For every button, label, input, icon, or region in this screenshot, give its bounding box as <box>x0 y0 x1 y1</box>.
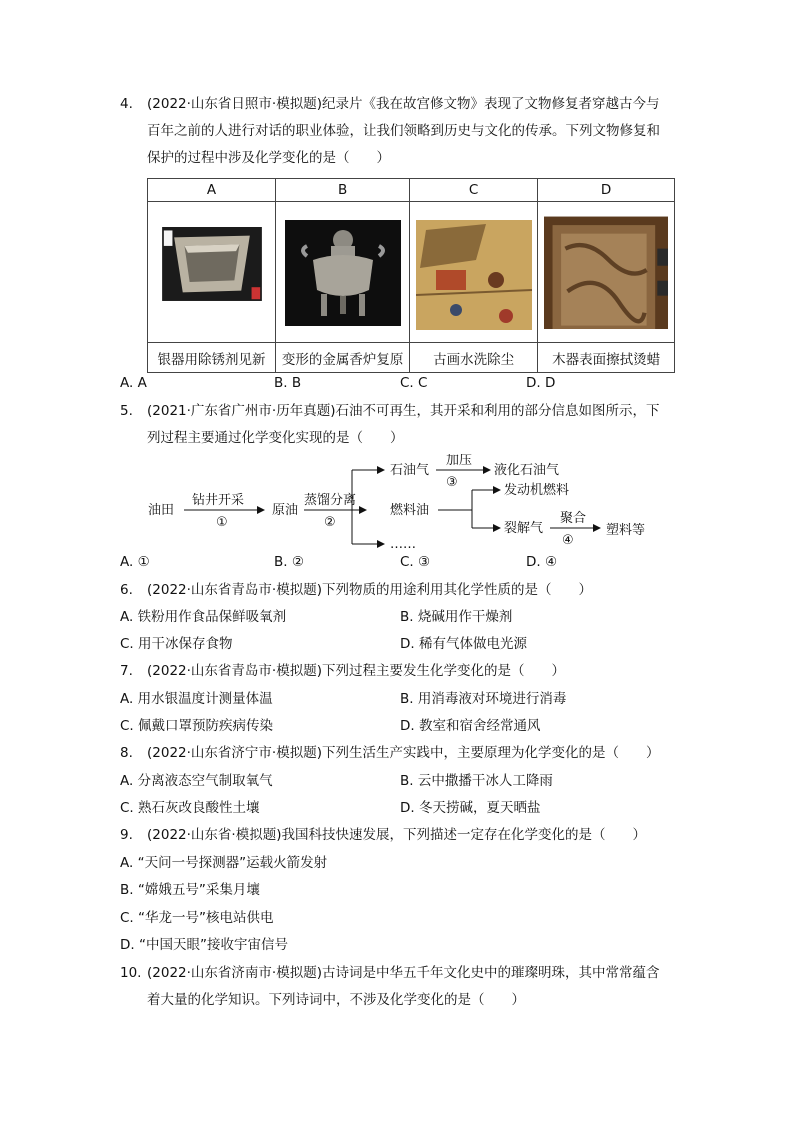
arrow-label: 钻井开采 <box>192 493 245 508</box>
option-a: A. “天问一号探测器”运载火箭发射 <box>120 855 328 871</box>
option-a: A. 用水银温度计测量体温 <box>120 691 273 707</box>
step-number: ③ <box>446 475 458 490</box>
option-a: A. 分离液态空气制取氧气 <box>120 773 273 789</box>
question-text: (2022·山东省·模拟题)我国科技快速发展，下列描述一定存在化学变化的是（ ） <box>147 827 646 843</box>
question-text: (2022·山东省青岛市·模拟题)下列过程主要发生化学变化的是（ ） <box>147 663 565 679</box>
option-b: B. 用消毒液对环境进行消毒 <box>400 691 567 707</box>
wood-carving-image <box>544 211 668 329</box>
option-c: C. 用干冰保存食物 <box>120 636 233 652</box>
arrow-label: 蒸馏分离 <box>304 493 357 508</box>
option-b: B. 云中撒播干冰人工降雨 <box>400 773 553 789</box>
arrow-label: 聚合 <box>560 511 587 526</box>
option-b: B. B <box>274 375 302 391</box>
silver-vessel-image <box>154 227 270 313</box>
question-number: 9. <box>120 827 133 843</box>
option-a: A. 铁粉用作食品保鲜吸氧剂 <box>120 609 287 625</box>
option-d: D. D <box>526 375 556 391</box>
option-b: B. ② <box>274 554 304 570</box>
option-c: C. ③ <box>400 554 431 570</box>
option-d: D. 稀有气体做电光源 <box>400 636 527 652</box>
table-cell: 变形的金属香炉复原 <box>276 343 410 373</box>
option-c: C. C <box>400 375 428 391</box>
question-number: 5. <box>120 403 133 419</box>
option-d: D. “中国天眼”接收宇宙信号 <box>120 937 288 953</box>
option-d: D. 教室和宿舍经常通风 <box>400 718 541 734</box>
option-c: C. 佩戴口罩预防疾病传染 <box>120 718 274 734</box>
column-header: C <box>410 179 538 202</box>
artifact-table <box>147 178 675 373</box>
step-number: ② <box>324 515 336 530</box>
node-petroleum-gas: 石油气 <box>390 463 430 478</box>
question-text: 百年之前的人进行对话的职业体验，让我们领略到历史与文化的传承。下列文物修复和 <box>147 123 660 139</box>
column-header: B <box>276 179 410 202</box>
question-number: 7. <box>120 663 133 679</box>
question-text: 保护的过程中涉及化学变化的是（ ） <box>147 150 390 166</box>
option-b: B. 烧碱用作干燥剂 <box>400 609 513 625</box>
table-cell: 古画水洗除尘 <box>410 343 538 373</box>
incense-burner-image <box>285 214 401 326</box>
step-number: ④ <box>562 533 574 548</box>
node-fuel-oil: 燃料油 <box>390 503 430 518</box>
option-d: D. 冬天捞碱，夏天晒盐 <box>400 800 541 816</box>
node-ellipsis: …… <box>390 537 416 552</box>
table-cell: 木器表面擦拭烫蜡 <box>538 343 675 373</box>
question-number: 8. <box>120 745 133 761</box>
column-header: A <box>148 179 276 202</box>
option-d: D. ④ <box>526 554 558 570</box>
table-cell: 银器用除锈剂见新 <box>148 343 276 373</box>
option-b: B. “嫦娥五号”采集月壤 <box>120 882 260 898</box>
question-number: 4. <box>120 96 133 112</box>
step-number: ① <box>216 515 228 530</box>
question-number: 6. <box>120 582 133 598</box>
question-text: (2022·山东省济南市·模拟题)古诗词是中华五千年文化史中的璀璨明珠，其中常常蕴含 <box>147 965 660 981</box>
question-text: 着大量的化学知识。下列诗词中，不涉及化学变化的是（ ） <box>147 992 525 1008</box>
node-engine-fuel: 发动机燃料 <box>504 483 570 498</box>
option-a: A. ① <box>120 554 150 570</box>
question-text: (2022·山东省青岛市·模拟题)下列物质的用途利用其化学性质的是（ ） <box>147 582 592 598</box>
option-a: A. A <box>120 375 147 391</box>
question-text: (2022·山东省日照市·模拟题)纪录片《我在故宫修文物》表现了文物修复者穿越古今与 <box>147 96 660 112</box>
node-oilfield: 油田 <box>148 503 175 518</box>
petroleum-flow-diagram <box>140 454 660 554</box>
ancient-painting-image <box>416 210 532 330</box>
node-lpg: 液化石油气 <box>494 463 560 478</box>
question-text: (2022·山东省济宁市·模拟题)下列生活生产实践中，主要原理为化学变化的是（ ） <box>147 745 660 761</box>
option-c: C. 熟石灰改良酸性土壤 <box>120 800 260 816</box>
arrow-label: 加压 <box>446 454 473 468</box>
question-text: 列过程主要通过化学变化实现的是（ ） <box>147 430 404 446</box>
node-plastics: 塑料等 <box>606 523 646 538</box>
node-cracked-gas: 裂解气 <box>504 521 544 536</box>
question-number: 10. <box>120 965 142 981</box>
node-crude-oil: 原油 <box>272 503 299 518</box>
column-header: D <box>538 179 675 202</box>
question-text: (2021·广东省广州市·历年真题)石油不可再生，其开采和利用的部分信息如图所示，下 <box>147 403 660 419</box>
option-c: C. “华龙一号”核电站供电 <box>120 910 274 926</box>
